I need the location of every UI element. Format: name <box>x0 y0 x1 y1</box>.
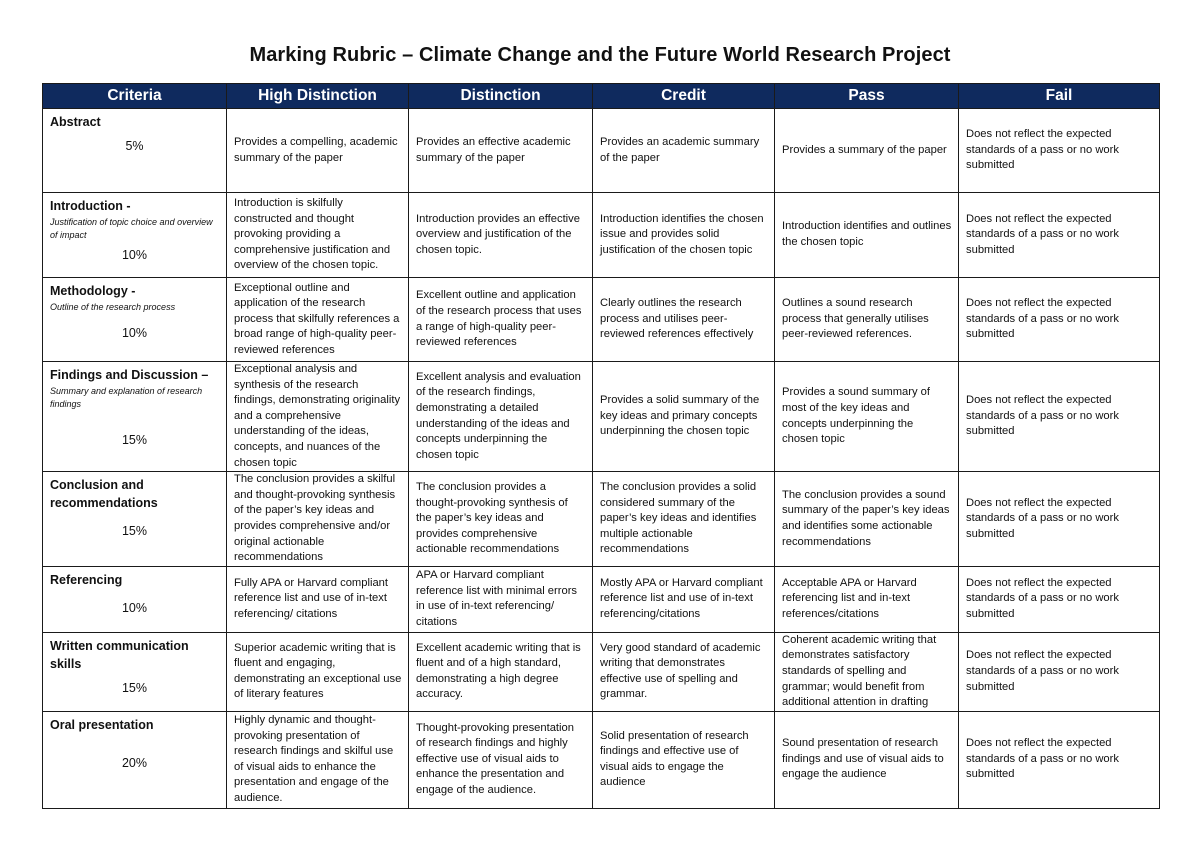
criterion-name: Abstract <box>50 115 101 129</box>
high-distinction-descriptor: Superior academic writing that is fluent and engaging, demonstrating an exceptional use of literary features <box>227 632 409 711</box>
credit-descriptor: Introduction identifies the chosen issue and provides solid justification of the chosen topic <box>593 193 775 278</box>
criterion-cell <box>43 193 227 278</box>
credit-descriptor: Very good standard of academic writing that demonstrates effective use of spelling and grammar. <box>593 632 775 711</box>
criterion-name: Written communication skills <box>50 638 189 671</box>
distinction-descriptor: Thought-provoking presentation of research findings and highly effective use of visual aids to enhance the presentation and engage of the audience. <box>409 711 593 808</box>
high-distinction-descriptor: Exceptional outline and application of the research process that skilfully references a broad range of high-quality peer-reviewed references <box>227 278 409 362</box>
pass-descriptor: Sound presentation of research findings and use of visual aids to engage the audience <box>775 711 959 808</box>
fail-descriptor: Does not reflect the expected standards of a pass or no work submitted <box>959 193 1160 278</box>
credit-descriptor: Clearly outlines the research process and utilises peer-reviewed references effectively <box>593 278 775 362</box>
credit-descriptor: Provides a solid summary of the key ideas and primary concepts underpinning the chosen topic <box>593 362 775 472</box>
distinction-descriptor: Provides an effective academic summary of the paper <box>409 109 593 193</box>
criterion-weight: 10% <box>121 248 148 262</box>
high-distinction-descriptor: Provides a compelling, academic summary of the paper <box>227 109 409 193</box>
criterion-weight: 15% <box>121 433 148 447</box>
fail-descriptor: Does not reflect the expected standards of a pass or no work submitted <box>959 472 1160 567</box>
header-credit: Credit <box>593 84 775 109</box>
criterion-weight: 10% <box>121 326 148 340</box>
criterion-weight: 15% <box>121 680 148 695</box>
header-criteria: Criteria <box>43 84 227 109</box>
high-distinction-descriptor: Exceptional analysis and synthesis of the research findings, demonstrating originality and a comprehensive understanding of the ideas, concepts, and nuances of the chosen topic <box>227 362 409 472</box>
criterion-subtitle: Outline of the research process <box>50 302 176 312</box>
distinction-descriptor: Excellent analysis and evaluation of the research findings, demonstrating a detailed understanding of the ideas and concepts underpinning the chosen topic <box>409 362 593 472</box>
criterion-weight: 5% <box>125 139 144 153</box>
distinction-descriptor: The conclusion provides a thought-provoking synthesis of the paper’s key ideas and provides comprehensive actionable recommendations <box>409 472 593 567</box>
marking-rubric-table <box>42 83 1160 809</box>
high-distinction-descriptor: Introduction is skilfully constructed and thought provoking providing a comprehensive justification and overview of the chosen topic. <box>227 193 409 278</box>
criterion-name: Findings and Discussion – <box>50 368 209 382</box>
distinction-descriptor: Excellent outline and application of the research process that uses a range of high-quality peer-reviewed references <box>409 278 593 362</box>
fail-descriptor: Does not reflect the expected standards of a pass or no work submitted <box>959 109 1160 193</box>
table-row <box>43 278 1160 362</box>
pass-descriptor: Coherent academic writing that demonstrates satisfactory standards of spelling and grammar; would benefit from additional attention in drafting <box>775 632 959 711</box>
fail-descriptor: Does not reflect the expected standards of a pass or no work submitted <box>959 632 1160 711</box>
fail-descriptor: Does not reflect the expected standards of a pass or no work submitted <box>959 278 1160 362</box>
criterion-cell <box>43 632 227 711</box>
credit-descriptor: Mostly APA or Harvard compliant reference list and use of in-text referencing/citations <box>593 566 775 632</box>
distinction-descriptor: Introduction provides an effective overview and justification of the chosen topic. <box>409 193 593 278</box>
header-pass: Pass <box>775 84 959 109</box>
credit-descriptor: Provides an academic summary of the paper <box>593 109 775 193</box>
criterion-name: Referencing <box>50 572 123 587</box>
high-distinction-descriptor: Highly dynamic and thought-provoking presentation of research findings and skilful use of visual aids to enhance the presentation and engage of the audience. <box>227 711 409 808</box>
pass-descriptor: Provides a sound summary of most of the key ideas and concepts underpinning the chosen topic <box>775 362 959 472</box>
table-row <box>43 566 1160 632</box>
criterion-cell <box>43 362 227 472</box>
criterion-cell <box>43 278 227 362</box>
criterion-cell <box>43 472 227 567</box>
high-distinction-descriptor: The conclusion provides a skilful and thought-provoking synthesis of the paper’s key ideas and provides comprehensive and/or original actionable recommendations <box>227 472 409 567</box>
criterion-cell <box>43 566 227 632</box>
pass-descriptor: Provides a summary of the paper <box>775 109 959 193</box>
table-row <box>43 109 1160 193</box>
table-row <box>43 472 1160 567</box>
pass-descriptor: Outlines a sound research process that generally utilises peer-reviewed references. <box>775 278 959 362</box>
criterion-name: Introduction - <box>50 199 131 213</box>
distinction-descriptor: Excellent academic writing that is fluent and of a high standard, demonstrating a high degree accuracy. <box>409 632 593 711</box>
page-title: Marking Rubric – Climate Change and the Future World Research Project <box>249 44 951 66</box>
criterion-name: Methodology - <box>50 284 136 298</box>
criterion-subtitle: Justification of topic choice and overview of impact <box>50 217 213 240</box>
credit-descriptor: The conclusion provides a solid considered summary of the paper’s key ideas and identifies multiple actionable recommendations <box>593 472 775 567</box>
criterion-cell <box>43 711 227 808</box>
criterion-name: Conclusion and recommendations <box>50 478 158 511</box>
credit-descriptor: Solid presentation of research findings and effective use of visual aids to engage the audience <box>593 711 775 808</box>
fail-descriptor: Does not reflect the expected standards of a pass or no work submitted <box>959 362 1160 472</box>
fail-descriptor: Does not reflect the expected standards of a pass or no work submitted <box>959 711 1160 808</box>
criterion-cell <box>43 109 227 193</box>
table-row <box>43 193 1160 278</box>
criterion-weight: 15% <box>121 524 148 539</box>
criterion-name: Oral presentation <box>50 717 154 732</box>
table-row <box>43 632 1160 711</box>
fail-descriptor: Does not reflect the expected standards of a pass or no work submitted <box>959 566 1160 632</box>
table-row <box>43 711 1160 808</box>
header-row <box>43 84 1160 109</box>
header-fail: Fail <box>959 84 1160 109</box>
pass-descriptor: Acceptable APA or Harvard referencing list and in-text references/citations <box>775 566 959 632</box>
distinction-descriptor: APA or Harvard compliant reference list with minimal errors in use of in-text referencing/ citations <box>409 566 593 632</box>
criterion-subtitle: Summary and explanation of research findings <box>50 386 203 409</box>
pass-descriptor: The conclusion provides a sound summary of the paper’s key ideas and identifies some actionable recommendations <box>775 472 959 567</box>
criterion-weight: 20% <box>121 755 148 770</box>
header-high-distinction: High Distinction <box>227 84 409 109</box>
pass-descriptor: Introduction identifies and outlines the chosen topic <box>775 193 959 278</box>
high-distinction-descriptor: Fully APA or Harvard compliant reference list and use of in-text referencing/ citations <box>227 566 409 632</box>
table-row <box>43 362 1160 472</box>
criterion-weight: 10% <box>121 600 148 615</box>
header-distinction: Distinction <box>409 84 593 109</box>
